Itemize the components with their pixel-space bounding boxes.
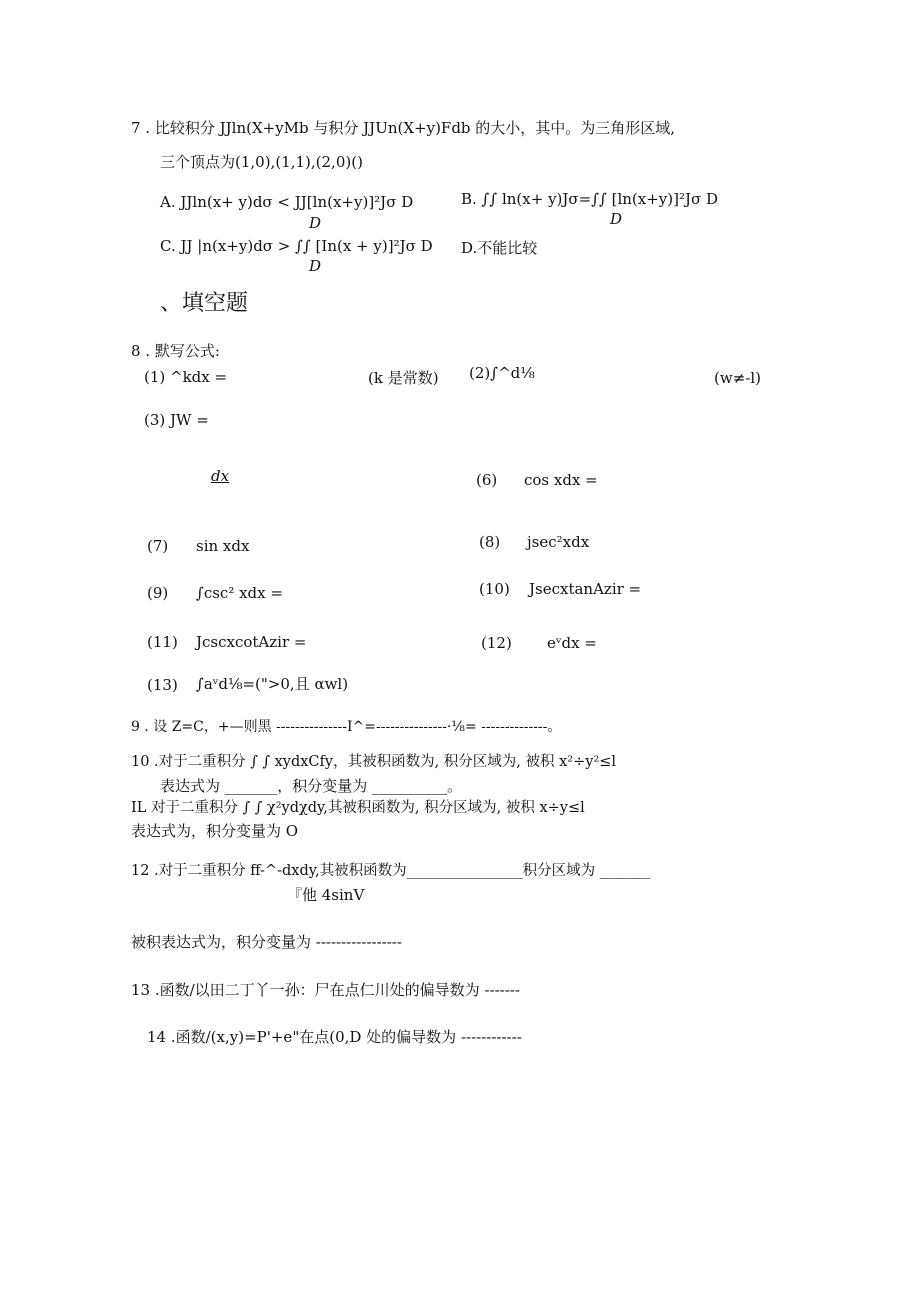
q12-line1: 12 .对于二重积分 ff-^-dxdy,其被积函数为________________积分区域为 _______ [131, 863, 651, 879]
q7-line1: 7 . 比较积分 JJln(X+yMb 与积分 JJUn(X+y)Fdb 的大小，其中。为三角形区域, [131, 119, 676, 137]
q8-item-13: ∫aᵛd⅛=(">0,且 αwl) [196, 675, 349, 693]
q12-line3: 被积表达式为，积分变量为 ----------------- [131, 933, 402, 951]
q8-item-6: cos xdx = [524, 471, 598, 489]
q8-item-12-num: (12) [481, 634, 512, 652]
q13: 13 .函数/以田二丁丫一孙：尸在点仁川处的偏导数为 ------- [131, 981, 520, 999]
q7-option-c-sub: D [309, 257, 322, 275]
q8-title: 8 . 默写公式: [131, 342, 220, 360]
q11-line1: IL 对于二重积分 ∫ ∫ χ²ydχdy,其被积函数为, 积分区域为, 被积 x÷y≤l [131, 800, 585, 816]
q8-item-7-num: (7) [147, 537, 169, 555]
q8-dx: dx [211, 467, 230, 485]
q12-line2: 『他 4sinV [287, 886, 365, 904]
q8-item-9: ∫csc² xdx = [196, 584, 283, 602]
q8-item-1-note: (k 是常数) [368, 369, 439, 387]
q7-option-b: B. ∫∫ ln(x+ y)Jσ=∫∫ [ln(x+y)]²Jσ D [461, 190, 719, 208]
q8-item-13-num: (13) [147, 676, 178, 694]
q10-line1: 10 .对于二重积分 ∫ ∫ xydxCfy，其被积函数为, 积分区域为, 被积 x²÷y²≤l [131, 754, 617, 770]
q11-line2: 表达式为，积分变量为 O [131, 822, 299, 840]
q8-item-2: (2)∫^d⅛ [469, 364, 535, 382]
q7-option-d: D.不能比较 [461, 239, 538, 257]
q8-item-2-note: (w≠-l) [714, 369, 761, 387]
q8-item-6-num: (6) [476, 471, 498, 489]
q7-option-c: C. JJ |n(x+y)dσ > ∫∫ [In(x + y)]²Jσ D [160, 237, 433, 255]
q8-item-8: jsec²xdx [527, 533, 590, 551]
q14: 14 .函数/(x,y)=P'+e"在点(0,D 处的偏导数为 ------------ [147, 1028, 522, 1046]
q8-item-8-num: (8) [479, 533, 501, 551]
q8-item-11-num: (11) [147, 633, 178, 651]
q9: 9 . 设 Z=C，+—则黑 ---------------I^=---------------·⅛= --------------。 [131, 719, 562, 735]
q7-option-b-sub: D [610, 210, 623, 228]
q8-item-7: sin xdx [196, 537, 250, 555]
q8-item-3: (3) JW = [144, 411, 209, 429]
q8-item-10-num: (10) [479, 580, 510, 598]
q8-item-1: (1) ^kdx = [144, 368, 228, 386]
q8-item-10: JsecxtanAzir = [529, 580, 642, 598]
q7-option-a: A. JJln(x+ y)dσ < JJ[ln(x+y)]²Jσ D [160, 193, 414, 211]
q8-item-9-num: (9) [147, 584, 169, 602]
q7-line2: 三个顶点为(1,0),(1,1),(2,0)() [160, 153, 363, 171]
q7-option-a-sub: D [309, 214, 322, 232]
q8-item-12: eᵛdx = [547, 634, 597, 652]
q8-item-11: JcscxcotAzir = [196, 633, 307, 651]
q10-line2: 表达式为 _______，积分变量为 __________。 [160, 777, 463, 795]
section-title: 、填空题 [160, 291, 249, 316]
